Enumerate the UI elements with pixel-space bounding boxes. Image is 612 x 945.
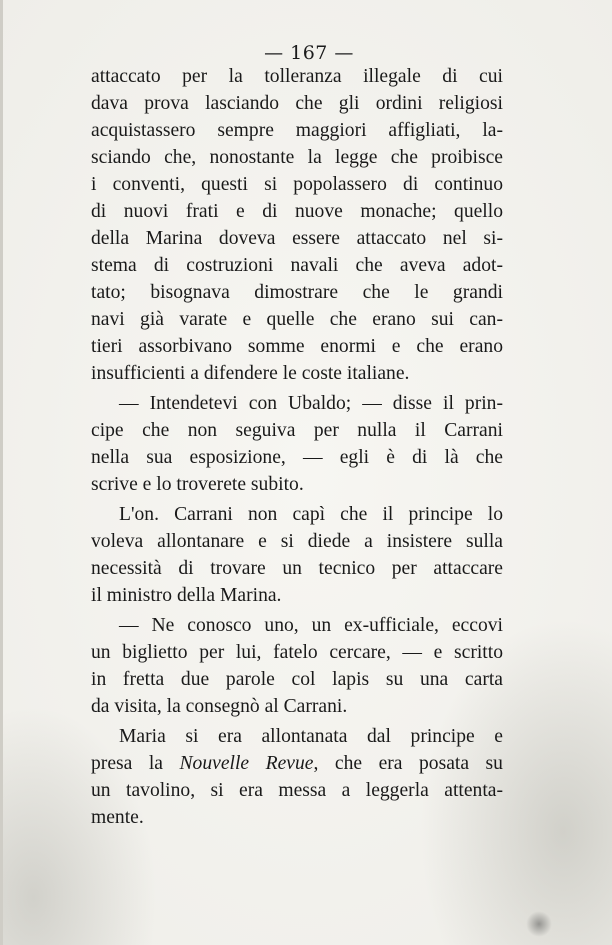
text-line: Maria si era allontanata dal principe e	[119, 726, 503, 747]
paper-stain	[526, 911, 552, 937]
text-line: un tavolino, si era messa a leggerla attenta-	[91, 780, 503, 801]
paragraph-2	[91, 390, 503, 498]
text-line: presa la Nouvelle Revue, che era posata su	[91, 753, 503, 774]
text-line: tieri assorbivano somme enormi e che erano	[91, 336, 503, 357]
text-line: il ministro della Marina.	[91, 585, 282, 606]
text-line: insufficienti a difendere le coste italiane.	[91, 363, 410, 384]
text-line: cipe che non seguiva per nulla il Carrani	[91, 420, 503, 441]
paragraph-1	[91, 63, 503, 387]
text-line: della Marina doveva essere attaccato nel si-	[91, 228, 503, 249]
text-line: stema di costruzioni navali che aveva adot-	[91, 255, 503, 276]
text-line: nella sua esposizione, — egli è di là che	[91, 447, 503, 468]
text-line: in fretta due parole col lapis su una carta	[91, 669, 503, 690]
text-line: attaccato per la tolleranza illegale di cui	[91, 66, 503, 87]
text-line: tato; bisognava dimostrare che le grandi	[91, 282, 503, 303]
text-line: mente.	[91, 807, 144, 828]
paragraph-5	[91, 723, 503, 831]
text-line: i conventi, questi si popolassero di continuo	[91, 174, 503, 195]
page-number: — 167 —	[264, 42, 354, 64]
text-line: acquistassero sempre maggiori affigliati, la-	[91, 120, 503, 141]
text-line: sciando che, nonostante la legge che proibisce	[91, 147, 503, 168]
text-line: dava prova lasciando che gli ordini religiosi	[91, 93, 503, 114]
text-line: navi già varate e quelle che erano sui can-	[91, 309, 503, 330]
text-line: L'on. Carrani non capì che il principe lo	[119, 504, 503, 525]
text-line: — Ne conosco uno, un ex-ufficiale, eccovi	[119, 615, 503, 636]
paragraph-4	[91, 612, 503, 720]
body-text	[91, 63, 503, 831]
text-line: — Intendetevi con Ubaldo; — disse il prin-	[119, 393, 503, 414]
text-line: da visita, la consegnò al Carrani.	[91, 696, 348, 717]
paragraph-3	[91, 501, 503, 609]
text-line: un biglietto per lui, fatelo cercare, — e scritto	[91, 642, 503, 663]
text-line: necessità di trovare un tecnico per attaccare	[91, 558, 503, 579]
text-line: di nuovi frati e di nuove monache; quello	[91, 201, 503, 222]
text-line: voleva allontanare e si diede a insistere sulla	[91, 531, 503, 552]
periodical-title: Nouvelle Revue	[179, 753, 314, 774]
text-line: scrive e lo troverete subito.	[91, 474, 304, 495]
